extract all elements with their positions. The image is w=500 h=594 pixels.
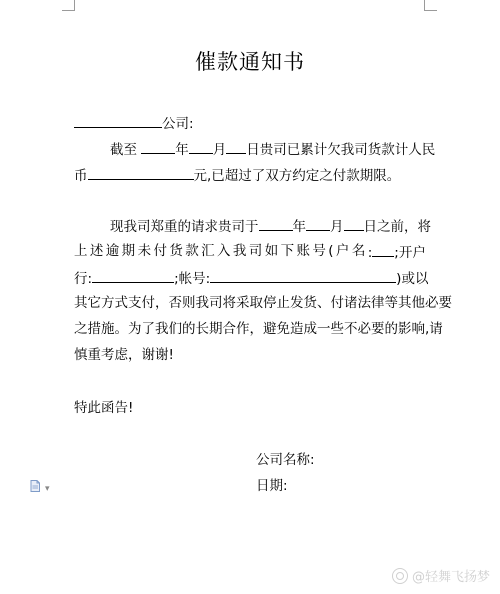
paragraph2-line5: 之措施。为了我们的长期合作，避免造成一些不必要的影响,请 (74, 321, 443, 337)
letter-title: 催款通知书 (195, 50, 305, 74)
justified-line (74, 241, 426, 263)
payment-month-blank (306, 215, 330, 231)
char: 汇 (201, 243, 215, 259)
deadline-day-blank (226, 138, 246, 154)
bank-label-end: 行: (74, 271, 93, 287)
char: 上 (74, 243, 88, 259)
amount-blank (88, 164, 194, 180)
paragraph2-line3 (74, 267, 428, 289)
watermark-text: @轻舞飞扬梦 (411, 570, 490, 585)
bank-blank (92, 267, 174, 283)
year-label-2: 年 (292, 219, 306, 235)
recipient-company-blank (74, 112, 162, 128)
char: 号 (312, 243, 326, 259)
request-prefix: 现我司郑重的请求贵司于 (110, 219, 259, 235)
day-deadline-text: 日之前，将 (363, 219, 431, 235)
deadline-month-blank (189, 138, 213, 154)
paragraph2-line1 (110, 215, 431, 237)
account-number-blank (210, 267, 396, 283)
overdue-statement: 元,已超过了双方约定之付款期限。 (193, 168, 401, 184)
char: 下 (280, 243, 295, 259)
deadline-year-blank (141, 138, 175, 154)
paragraph1-line1 (110, 138, 435, 160)
char: 司 (248, 243, 263, 259)
char: 逾 (105, 243, 120, 259)
company-name-label: 公司名称: (256, 452, 315, 468)
char: 期 (121, 243, 136, 259)
watermark (392, 566, 490, 585)
month-label-2: 月 (330, 219, 344, 235)
month-label: 月 (212, 142, 227, 158)
deadline-prefix: 截至 (110, 142, 137, 158)
alternative-payment-text: )或以 (396, 271, 429, 287)
debt-statement: 日贵司已累计欠我司货款计人民 (246, 142, 436, 158)
char: 述 (89, 243, 104, 259)
char: 我 (232, 243, 247, 259)
account-number-label: ;帐号: (174, 271, 211, 287)
recipient-line (74, 112, 194, 134)
crop-mark-top-right (424, 0, 437, 11)
crop-mark-top-left (62, 0, 75, 11)
year-label: 年 (175, 142, 189, 158)
recipient-suffix: 公司: (162, 116, 194, 132)
char: 名 (351, 243, 366, 259)
paragraph2-line6: 慎重考虑，谢谢! (74, 347, 174, 363)
document-icon[interactable] (29, 480, 41, 492)
char: 入 (217, 243, 231, 259)
char: ( (328, 243, 334, 259)
dropdown-indicator[interactable]: ▾ (45, 484, 50, 494)
char: 账 (296, 243, 310, 259)
account-name-blank (372, 241, 394, 257)
camera-icon (392, 568, 408, 584)
closing-text: 特此函告! (74, 400, 134, 416)
char: : (367, 245, 373, 261)
bank-label-start: ;开户 (394, 245, 426, 261)
char: 货 (169, 243, 183, 259)
currency-label: 币 (74, 168, 88, 184)
char: 付 (153, 243, 167, 259)
payment-day-blank (344, 215, 364, 231)
date-label: 日期: (256, 478, 288, 494)
char: 款 (185, 243, 199, 259)
char: 如 (264, 243, 279, 259)
char: 户 (335, 243, 350, 259)
paragraph1-line2 (74, 164, 400, 186)
char: 未 (137, 243, 152, 259)
paragraph2-line2 (74, 241, 426, 263)
payment-year-blank (259, 215, 293, 231)
paragraph2-line4: 其它方式支付，否则我司将采取停止发货、付诸法律等其他必要 (74, 295, 452, 311)
